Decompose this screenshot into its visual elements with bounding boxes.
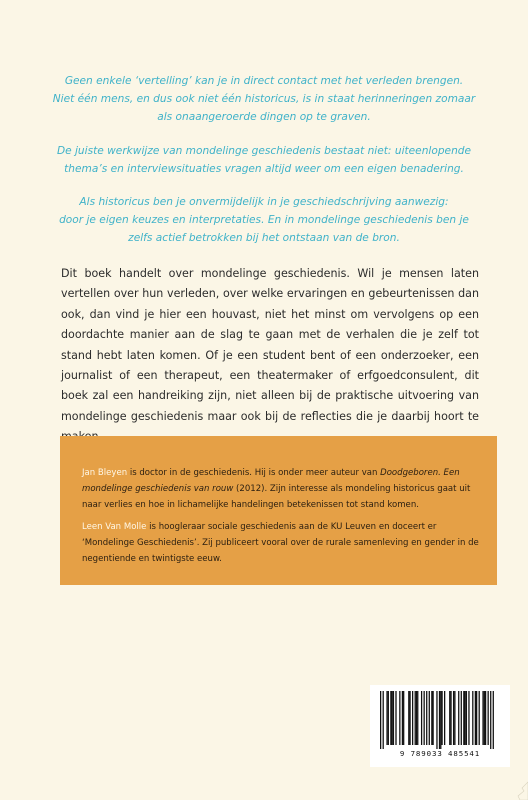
- barcode-bar: [432, 691, 433, 745]
- barcode-bar: [412, 691, 413, 745]
- barcode-bar: [395, 691, 396, 745]
- quote-2-line-1: De juiste werkwijze van mondelinge geschiedenis bestaat niet: uiteenlopende: [56, 144, 472, 157]
- barcode-bar: [415, 691, 416, 745]
- barcode-bar: [441, 691, 442, 745]
- torn-corner: [508, 780, 528, 800]
- barcode-bar: [402, 691, 403, 745]
- barcode-bar: [453, 691, 454, 745]
- barcode-bar: [476, 691, 477, 745]
- barcode-bar: [454, 691, 455, 745]
- quote-2-line-2: thema’s en interviewsituaties vragen altijd weer om een eigen benadering.: [64, 162, 464, 175]
- author-bio-1: [82, 465, 485, 513]
- barcode-bar: [421, 691, 422, 745]
- barcode-bar: [380, 691, 381, 749]
- quote-1-line-3: als onaangeroerde dingen op te graven.: [157, 111, 371, 124]
- author-bio-2: [82, 519, 485, 567]
- barcode-bar: [485, 691, 486, 745]
- quote-3-line-1: Als historicus ben je onvermijdelijk in je geschiedschrijving aanwezig:: [79, 196, 449, 209]
- barcode-bar: [431, 691, 432, 745]
- barcode-bar: [458, 691, 459, 745]
- barcode-bar: [409, 691, 410, 745]
- barcode-bar: [392, 691, 393, 745]
- quotes-block: [40, 72, 488, 263]
- barcode-bar: [424, 691, 425, 745]
- barcode-bar: [439, 691, 440, 749]
- intro-paragraph: Dit boek handelt over mondelinge geschiedenis. Wil je mensen laten vertellen over hun verleden, over welke ervaringen en gebeurtenissen dan ook, dan vind je hier een houvast, niet het minst om vervolgens op een doordachte manier aan de slag te gaan met de verhalen die je zelf tot stand hebt laten komen. Of je een student bent of een onderzoeker, een journalist of een therapeut, een theatermaker of erfgoedconsulent, dit boek zal een handreiking zijn, niet alleen bij de praktische uitvoering van mondelinge geschiedenis maar ook bij de reflecties die je daarbij hoort te: [61, 267, 479, 423]
- quote-1-line-1: Geen enkele ‘vertelling’ kan je in direct contact met het verleden brengen.: [64, 75, 464, 87]
- barcode-bar: [390, 691, 391, 745]
- quote-1-line-2: Niet één mens, en dus ook niet één historicus, is in staat herinneringen zomaar: [52, 93, 476, 106]
- barcode-bar: [490, 691, 491, 749]
- barcode-bar: [479, 691, 480, 745]
- barcode-bar: [482, 691, 483, 745]
- barcode-bar: [440, 691, 441, 749]
- barcode-bar: [393, 691, 394, 745]
- barcode: [370, 685, 510, 767]
- barcode-bar: [408, 691, 409, 745]
- barcode-bar: [484, 691, 485, 745]
- barcode-bar: [468, 691, 469, 745]
- author-bio-1-text-a: is doctor in de geschiedenis. Hij is onder meer auteur van: [127, 468, 381, 478]
- barcode-bar: [493, 691, 494, 749]
- barcode-bar: [450, 691, 451, 745]
- barcode-bar: [417, 691, 418, 745]
- author-box: [60, 436, 497, 585]
- barcode-bar: [444, 691, 445, 745]
- quote-3-line-2: door je eigen keuzes en interpretaties. En in mondelinge geschiedenis ben je: [59, 214, 469, 227]
- barcode-bar: [436, 691, 437, 749]
- barcode-bar: [383, 691, 384, 749]
- barcode-bar: [403, 691, 404, 745]
- barcode-bar: [426, 691, 427, 745]
- barcode-bars: [370, 685, 510, 749]
- barcode-bar: [416, 691, 417, 745]
- quote-2: [40, 142, 488, 178]
- barcode-bar: [466, 691, 467, 745]
- barcode-bar: [463, 691, 464, 745]
- quote-3-line-3: zelfs actief betrokken bij het ontstaan van de bron.: [128, 232, 400, 245]
- author-name-1: Jan Bleyen: [82, 468, 128, 478]
- author-bio-1-text-b: (2012). Zijn interesse als mondeling historicus gaat uit naar verlies en hoe in lichamelijke handelingen betekenissen tot stand komen.: [82, 484, 471, 510]
- barcode-bar: [399, 691, 400, 745]
- barcode-bar: [472, 691, 473, 745]
- quote-3: [40, 193, 488, 248]
- author-bio-1-book-title: Doodgeboren. Een mondelinge geschiedenis van rouw: [82, 468, 460, 494]
- barcode-bar: [429, 691, 430, 745]
- barcode-bar: [475, 691, 476, 745]
- barcode-bar: [449, 691, 450, 745]
- barcode-bar: [386, 691, 387, 745]
- barcode-bar: [488, 691, 489, 745]
- barcode-bar: [461, 691, 462, 745]
- barcode-bar: [464, 691, 465, 745]
- barcode-bar: [388, 691, 389, 745]
- quote-1: [40, 72, 488, 127]
- author-bio-2-text: is hoogleraar sociale geschiedenis aan de KU Leuven en doceert er ‘Mondelinge Geschiedenis’. Zij publiceert vooral over de rurale samenleving en gender in de negentiende en twintigste eeuw.: [82, 522, 479, 564]
- isbn-digits: 9 789033 485541: [399, 749, 481, 758]
- author-name-2: Leen Van Molle: [82, 522, 147, 532]
